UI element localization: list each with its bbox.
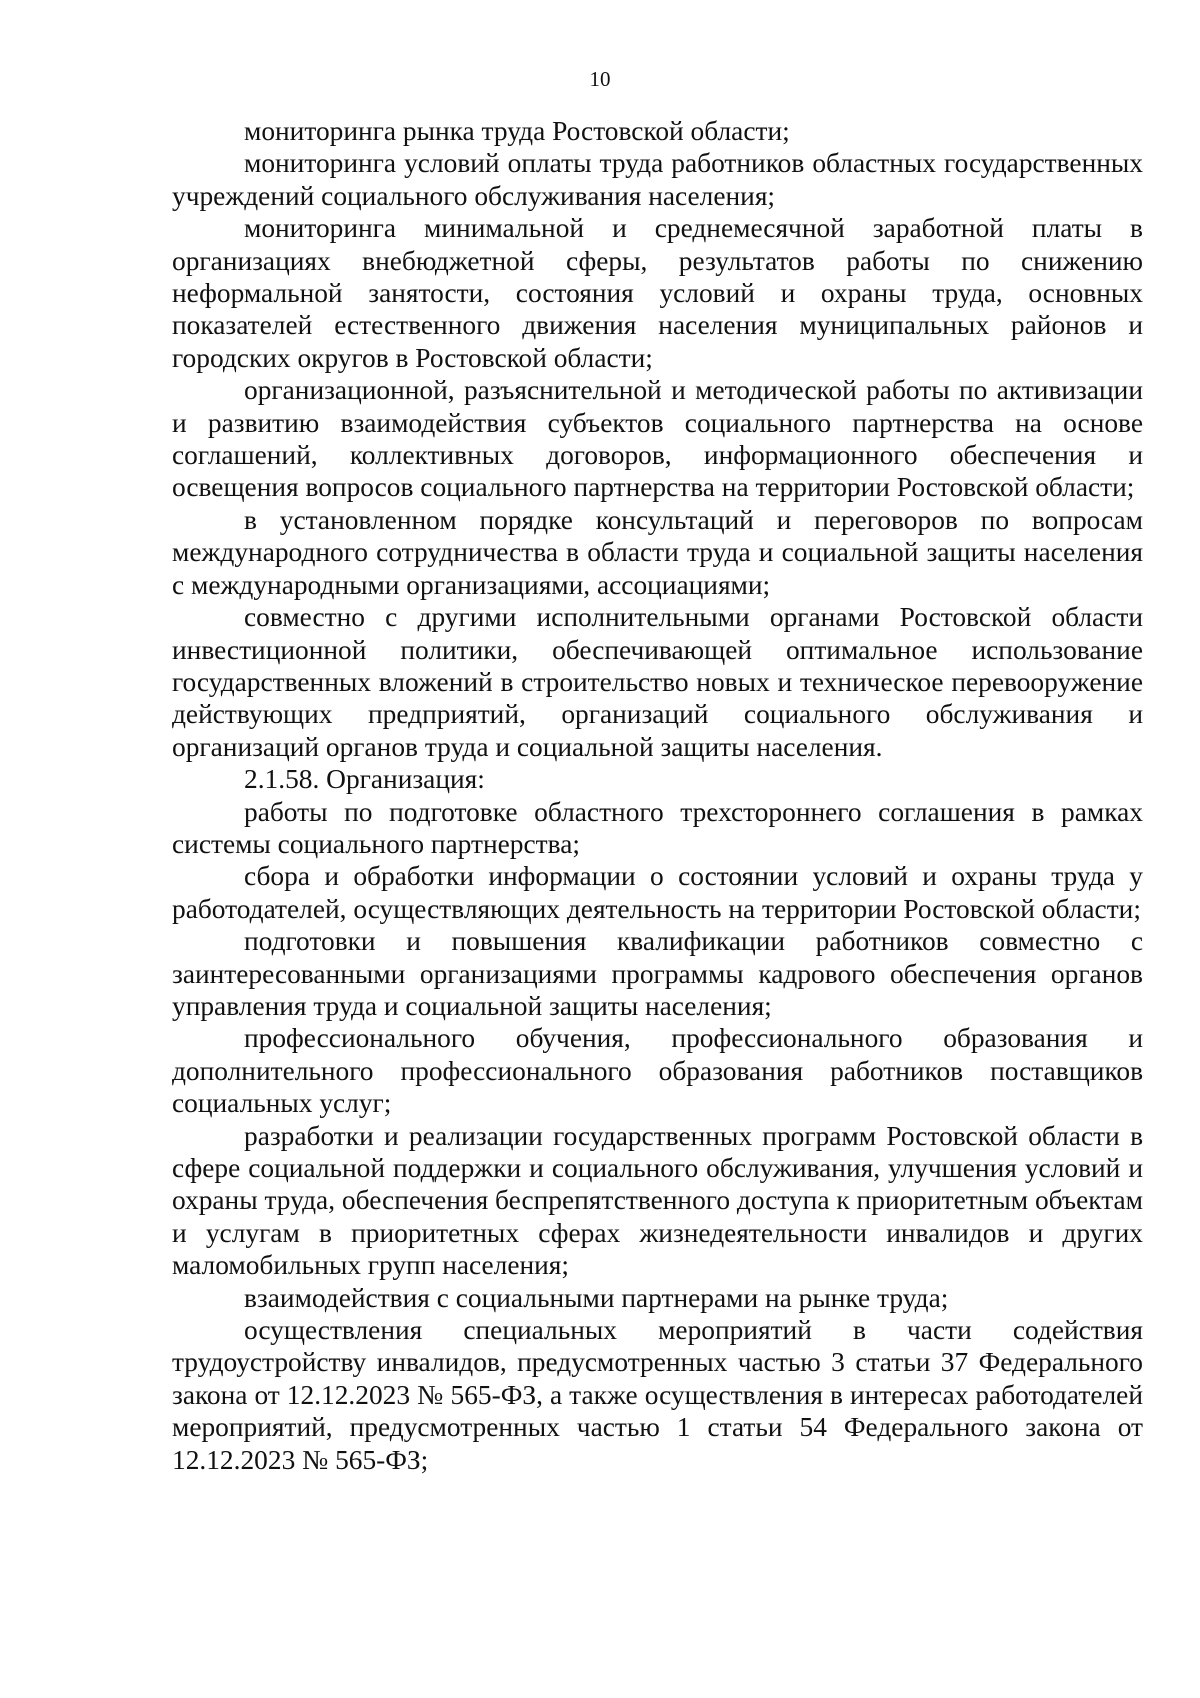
page-number: 10	[589, 67, 611, 91]
section-heading: 2.1.58. Организация:	[244, 764, 485, 795]
document-body	[172, 115, 1143, 1476]
paragraph: взаимодействия с социальными партнерами на рынке труда;	[244, 1282, 949, 1313]
paragraph: подготовки и повышения квалификации работников совместно с заинтересованными организациями программы кадрового обеспечения органов управления труда и социальной защиты населения;	[172, 926, 1143, 1021]
paragraph: профессионального обучения, профессионального образования и дополнительного профессионального образования работников поставщиков социальных услуг;	[172, 1023, 1143, 1119]
paragraph: мониторинга минимальной и среднемесячной заработной платы в организациях внебюджетной сферы, результатов работы по снижению неформальной занятости, состояния условий и охраны труда, основных показателей естественного движения населения муниципальных районов и городских округов в Ростовской области;	[172, 213, 1143, 373]
paragraph: сбора и обработки информации о состоянии условий и охраны труда у работодателей, осуществляющих деятельность на территории Ростовской области;	[172, 861, 1143, 924]
paragraph: организационной, разъяснительной и методической работы по активизации и развитию взаимодействия субъектов социального партнерства на основе соглашений, коллективных договоров, информационного обеспечения и освещения вопросов социального партнерства на территории Ростовской области;	[172, 375, 1143, 503]
paragraph: разработки и реализации государственных программ Ростовской области в сфере социальной поддержки и социального обслуживания, улучшения условий и охраны труда, обеспечения беспрепятственного доступа к приоритетным объектам и услугам в приоритетных сферах жизнедеятельности инвалидов и других маломобильных групп населения;	[172, 1120, 1143, 1281]
paragraph: мониторинга рынка труда Ростовской области;	[244, 116, 790, 146]
paragraph: осуществления специальных мероприятий в части содействия трудоустройству инвалидов, предусмотренных частью 3 статьи 37 Федерального закона от 12.12.2023 № 565-ФЗ, а также осуществления в интересах работодателей мероприятий, предусмотренных частью 1 статьи 54 Федерального закона от 12.12.2023 № 565-ФЗ;	[172, 1315, 1143, 1475]
paragraph: работы по подготовке областного трехстороннего соглашения в рамках системы социального партнерства;	[172, 796, 1143, 859]
paragraph: мониторинга условий оплаты труда работников областных государственных учреждений социального обслуживания населения;	[172, 148, 1143, 211]
paragraph: в установленном порядке консультаций и переговоров по вопросам международного сотрудничества в области труда и социальной защиты населения с международными организациями, ассоциациями;	[172, 504, 1143, 600]
paragraph: совместно с другими исполнительными органами Ростовской области инвестиционной политики, обеспечивающей оптимальное использование государственных вложений в строительство новых и техническое перевооружение действующих предприятий, организаций социального обслуживания и организаций органов труда и социальной защиты населения.	[172, 602, 1143, 762]
